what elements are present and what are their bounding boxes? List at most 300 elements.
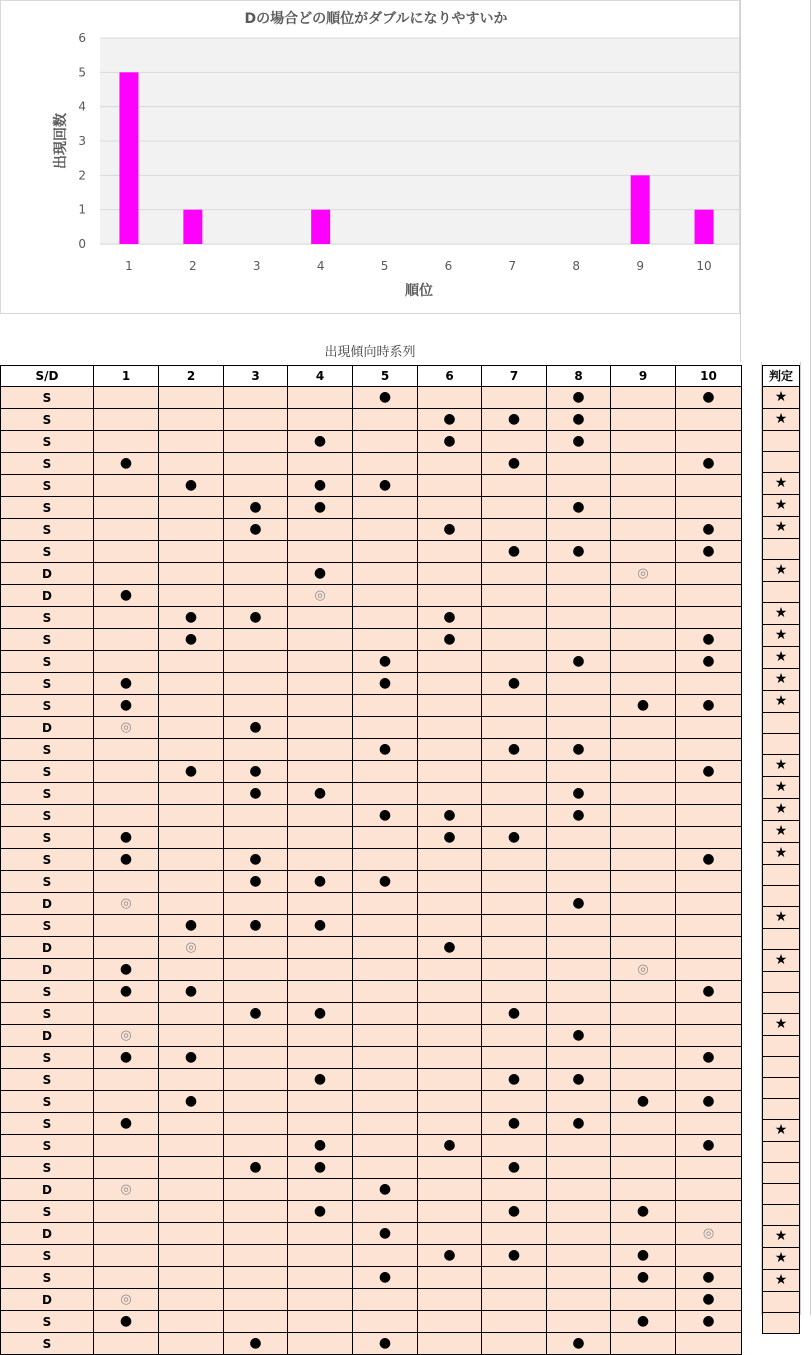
table-row — [1, 1113, 742, 1135]
rank-cell — [224, 1135, 288, 1157]
double-mark-icon: ◎ — [314, 587, 326, 603]
judge-row — [763, 929, 800, 950]
single-mark-icon: ● — [702, 631, 715, 647]
sd-cell: S — [1, 981, 94, 1003]
rank-cell — [547, 541, 611, 563]
rank-cell — [353, 1113, 418, 1135]
single-mark-icon: ● — [702, 653, 715, 669]
rank-cell — [288, 673, 353, 695]
double-mark-icon: ◎ — [120, 895, 132, 911]
header-rank-1: 1 — [94, 366, 159, 387]
rank-cell — [418, 1047, 482, 1069]
judge-row — [763, 625, 800, 647]
rank-cell — [482, 475, 547, 497]
rank-cell — [547, 387, 611, 409]
sd-cell: S — [1, 1091, 94, 1113]
judge-cell — [763, 972, 800, 993]
judge-cell — [763, 1078, 800, 1099]
rank-cell — [353, 409, 418, 431]
rank-cell — [676, 1311, 742, 1333]
single-mark-icon: ● — [572, 895, 585, 911]
rank-cell — [159, 783, 224, 805]
single-mark-icon: ● — [572, 653, 585, 669]
rank-cell — [418, 1157, 482, 1179]
single-mark-icon: ● — [443, 829, 456, 845]
sd-cell: S — [1, 1333, 94, 1355]
rank-cell — [94, 1333, 159, 1355]
rank-cell — [547, 827, 611, 849]
y-tick-label: 5 — [78, 65, 86, 80]
rank-cell — [94, 695, 159, 717]
rank-cell — [94, 893, 159, 915]
rank-cell — [288, 585, 353, 607]
rank-cell — [224, 1179, 288, 1201]
rank-cell — [418, 431, 482, 453]
rank-cell — [159, 607, 224, 629]
single-mark-icon: ● — [378, 675, 392, 691]
bar-10 — [695, 210, 714, 244]
judge-cell — [763, 1184, 800, 1205]
rank-cell — [547, 1311, 611, 1333]
rank-cell — [547, 1135, 611, 1157]
rank-cell — [611, 695, 676, 717]
table-row — [1, 651, 742, 673]
star-icon: ★ — [774, 497, 788, 513]
sd-cell: S — [1, 497, 94, 519]
judge-cell — [763, 1014, 800, 1036]
single-mark-icon: ● — [572, 389, 585, 405]
rank-cell — [547, 893, 611, 915]
judge-row — [763, 713, 800, 734]
rank-cell — [482, 563, 547, 585]
rank-cell — [94, 761, 159, 783]
rank-cell — [224, 1311, 288, 1333]
rank-cell — [288, 1223, 353, 1245]
rank-cell — [159, 629, 224, 651]
single-mark-icon: ● — [249, 1005, 262, 1021]
rank-cell — [288, 541, 353, 563]
rank-cell — [288, 409, 353, 431]
single-mark-icon: ● — [119, 983, 133, 999]
rank-cell — [676, 739, 742, 761]
x-tick-label: 2 — [189, 259, 197, 273]
rank-cell — [482, 915, 547, 937]
rank-cell — [159, 431, 224, 453]
rank-cell — [288, 1289, 353, 1311]
rank-cell — [159, 981, 224, 1003]
rank-cell — [547, 959, 611, 981]
judge-cell — [763, 603, 800, 625]
rank-cell — [611, 563, 676, 585]
rank-cell — [224, 387, 288, 409]
rank-cell — [224, 805, 288, 827]
table-row — [1, 761, 742, 783]
rank-cell — [288, 1245, 353, 1267]
table-row — [1, 783, 742, 805]
header-rank-3: 3 — [224, 366, 288, 387]
y-tick-label: 6 — [78, 31, 86, 45]
judge-row — [763, 1184, 800, 1205]
single-mark-icon: ● — [702, 543, 715, 559]
judge-cell — [763, 387, 800, 409]
header-rank-7: 7 — [482, 366, 547, 387]
star-icon: ★ — [774, 411, 788, 427]
rank-cell — [159, 1201, 224, 1223]
judge-cell — [763, 713, 800, 734]
rank-cell — [611, 1289, 676, 1311]
rank-cell — [418, 651, 482, 673]
judge-cell — [763, 734, 800, 755]
rank-cell — [353, 1003, 418, 1025]
single-mark-icon: ● — [443, 1247, 456, 1263]
rank-cell — [547, 673, 611, 695]
rank-cell — [611, 475, 676, 497]
rank-cell — [611, 1245, 676, 1267]
rank-cell — [418, 629, 482, 651]
rank-cell — [611, 959, 676, 981]
table-row — [1, 937, 742, 959]
rank-cell — [547, 739, 611, 761]
rank-cell — [482, 695, 547, 717]
rank-cell — [611, 1091, 676, 1113]
double-mark-icon: ◎ — [702, 1225, 715, 1241]
star-icon: ★ — [774, 845, 788, 861]
single-mark-icon: ● — [636, 697, 650, 713]
rank-cell — [353, 1311, 418, 1333]
rank-cell — [224, 453, 288, 475]
header-rank-10: 10 — [676, 366, 742, 387]
judge-cell — [763, 517, 800, 539]
judge-cell — [763, 755, 800, 777]
sd-cell: S — [1, 739, 94, 761]
double-mark-icon: ◎ — [120, 719, 132, 735]
judge-row — [763, 1078, 800, 1099]
rank-cell — [288, 849, 353, 871]
rank-cell — [547, 585, 611, 607]
table-title: 出現傾向時系列 — [324, 345, 416, 360]
judge-row — [763, 950, 800, 972]
rank-cell — [482, 585, 547, 607]
rank-cell — [482, 1003, 547, 1025]
rank-cell — [547, 1333, 611, 1355]
single-mark-icon: ● — [119, 829, 133, 845]
rank-cell — [353, 629, 418, 651]
double-mark-icon: ◎ — [120, 1181, 132, 1197]
rank-cell — [418, 519, 482, 541]
rank-cell — [482, 937, 547, 959]
judge-row — [763, 1205, 800, 1226]
single-mark-icon: ● — [507, 411, 521, 427]
sd-cell: S — [1, 673, 94, 695]
single-mark-icon: ● — [702, 1269, 715, 1285]
rank-cell — [353, 1179, 418, 1201]
rank-cell — [418, 893, 482, 915]
star-icon: ★ — [774, 909, 788, 925]
header-rank-5: 5 — [353, 366, 418, 387]
rank-cell — [676, 1091, 742, 1113]
rank-cell — [159, 1069, 224, 1091]
single-mark-icon: ● — [572, 785, 585, 801]
judge-row — [763, 1036, 800, 1057]
rank-cell — [353, 1201, 418, 1223]
rank-cell — [224, 585, 288, 607]
single-mark-icon: ● — [249, 763, 262, 779]
single-mark-icon: ● — [507, 829, 521, 845]
rank-cell — [418, 475, 482, 497]
judge-cell — [763, 993, 800, 1014]
table-row — [1, 717, 742, 739]
rank-cell — [676, 519, 742, 541]
rank-cell — [224, 937, 288, 959]
header-rank-6: 6 — [418, 366, 482, 387]
single-mark-icon: ● — [313, 917, 327, 933]
rank-cell — [94, 1003, 159, 1025]
rank-cell — [224, 1025, 288, 1047]
rank-cell — [224, 519, 288, 541]
rank-cell — [676, 1267, 742, 1289]
rank-cell — [224, 1091, 288, 1113]
judge-cell — [763, 473, 800, 495]
rank-cell — [159, 1179, 224, 1201]
rank-cell — [353, 387, 418, 409]
single-mark-icon: ● — [702, 763, 715, 779]
rank-cell — [94, 1201, 159, 1223]
single-mark-icon: ● — [184, 609, 198, 625]
single-mark-icon: ● — [378, 477, 392, 493]
rank-cell — [418, 1003, 482, 1025]
rank-cell — [353, 585, 418, 607]
judge-cell — [763, 886, 800, 907]
rank-cell — [353, 497, 418, 519]
y-tick-labels — [78, 31, 86, 251]
rank-cell — [224, 893, 288, 915]
rank-cell — [224, 761, 288, 783]
rank-cell — [94, 1157, 159, 1179]
rank-cell — [94, 1223, 159, 1245]
judge-row — [763, 1226, 800, 1248]
single-mark-icon: ● — [507, 1115, 521, 1131]
judge-cell — [763, 539, 800, 560]
star-icon: ★ — [774, 562, 788, 578]
rank-cell — [611, 937, 676, 959]
right-edge-column — [800, 362, 811, 1315]
table-row — [1, 1311, 742, 1333]
judge-table — [762, 365, 800, 1334]
rank-cell — [418, 1091, 482, 1113]
rank-cell — [547, 937, 611, 959]
rank-cell — [418, 937, 482, 959]
rank-cell — [94, 1267, 159, 1289]
rank-cell — [418, 959, 482, 981]
judge-cell — [763, 452, 800, 473]
sd-cell: S — [1, 1201, 94, 1223]
rank-cell — [676, 1179, 742, 1201]
rank-cell — [418, 497, 482, 519]
rank-cell — [159, 585, 224, 607]
sd-cell: D — [1, 1025, 94, 1047]
rank-cell — [159, 849, 224, 871]
judge-row — [763, 865, 800, 886]
rank-cell — [288, 1135, 353, 1157]
rank-cell — [611, 607, 676, 629]
single-mark-icon: ● — [702, 983, 715, 999]
sd-cell: S — [1, 915, 94, 937]
rank-cell — [94, 915, 159, 937]
rank-cell — [676, 431, 742, 453]
judge-row — [763, 1313, 800, 1334]
rank-cell — [611, 761, 676, 783]
table-row — [1, 673, 742, 695]
y-tick-label: 1 — [78, 202, 86, 217]
rank-cell — [224, 1157, 288, 1179]
rank-cell — [353, 893, 418, 915]
single-mark-icon: ● — [313, 873, 327, 889]
chart-panel — [0, 0, 740, 314]
rank-cell — [482, 1157, 547, 1179]
rank-cell — [547, 849, 611, 871]
rank-cell — [676, 1003, 742, 1025]
rank-cell — [288, 1179, 353, 1201]
sd-cell: S — [1, 827, 94, 849]
single-mark-icon: ● — [249, 521, 262, 537]
x-tick-label: 9 — [636, 259, 644, 273]
single-mark-icon: ● — [702, 1291, 715, 1307]
judge-cell — [763, 647, 800, 669]
single-mark-icon: ● — [249, 1335, 262, 1351]
rank-cell — [94, 453, 159, 475]
rank-cell — [676, 673, 742, 695]
table-row — [1, 981, 742, 1003]
rank-cell — [482, 959, 547, 981]
rank-cell — [159, 739, 224, 761]
rank-cell — [482, 1069, 547, 1091]
rank-cell — [288, 739, 353, 761]
rank-cell — [288, 1157, 353, 1179]
single-mark-icon: ● — [507, 675, 521, 691]
rank-cell — [159, 541, 224, 563]
judge-row — [763, 1099, 800, 1120]
rank-cell — [676, 1245, 742, 1267]
rank-cell — [159, 387, 224, 409]
rank-cell — [224, 475, 288, 497]
table-row — [1, 387, 742, 409]
table-row — [1, 629, 742, 651]
judge-cell — [763, 1163, 800, 1184]
single-mark-icon: ● — [249, 785, 262, 801]
rank-cell — [547, 1245, 611, 1267]
rank-cell — [353, 519, 418, 541]
header-rank-4: 4 — [288, 366, 353, 387]
judge-row — [763, 972, 800, 993]
single-mark-icon: ● — [119, 1115, 133, 1131]
rank-cell — [353, 871, 418, 893]
table-row — [1, 431, 742, 453]
judge-cell — [763, 929, 800, 950]
header-rank-8: 8 — [547, 366, 611, 387]
rank-cell — [547, 1091, 611, 1113]
rank-cell — [94, 783, 159, 805]
star-icon: ★ — [774, 671, 788, 687]
sd-cell: D — [1, 937, 94, 959]
rank-cell — [288, 827, 353, 849]
sd-cell: S — [1, 409, 94, 431]
rank-cell — [159, 475, 224, 497]
sd-cell: S — [1, 1245, 94, 1267]
single-mark-icon: ● — [702, 1093, 715, 1109]
star-icon: ★ — [774, 1272, 788, 1288]
rank-cell — [676, 783, 742, 805]
rank-cell — [547, 629, 611, 651]
table-row — [1, 827, 742, 849]
rank-cell — [159, 805, 224, 827]
rank-cell — [159, 409, 224, 431]
judge-row — [763, 993, 800, 1014]
rank-cell — [159, 959, 224, 981]
trend-table — [0, 365, 742, 1355]
sd-cell: S — [1, 695, 94, 717]
sd-cell: S — [1, 783, 94, 805]
rank-cell — [224, 915, 288, 937]
rank-cell — [94, 585, 159, 607]
rank-cell — [159, 673, 224, 695]
table-row — [1, 563, 742, 585]
sd-cell: S — [1, 1003, 94, 1025]
x-tick-label: 6 — [444, 259, 453, 273]
rank-cell — [288, 717, 353, 739]
single-mark-icon: ● — [702, 1313, 715, 1329]
rank-cell — [547, 717, 611, 739]
table-row — [1, 893, 742, 915]
rank-cell — [547, 475, 611, 497]
single-mark-icon: ● — [378, 741, 392, 757]
single-mark-icon: ● — [702, 851, 715, 867]
judge-cell — [763, 1205, 800, 1226]
single-mark-icon: ● — [636, 1093, 650, 1109]
judge-row — [763, 582, 800, 603]
single-mark-icon: ● — [119, 1313, 133, 1329]
rank-cell — [676, 805, 742, 827]
x-tick-label: 5 — [380, 259, 389, 273]
rank-cell — [288, 695, 353, 717]
rank-cell — [224, 431, 288, 453]
rank-cell — [547, 1003, 611, 1025]
star-icon: ★ — [774, 693, 788, 709]
rank-cell — [611, 1069, 676, 1091]
judge-cell — [763, 1248, 800, 1270]
single-mark-icon: ● — [702, 455, 715, 471]
sd-cell: S — [1, 541, 94, 563]
sd-cell: S — [1, 1047, 94, 1069]
rank-cell — [418, 1267, 482, 1289]
rank-cell — [353, 1025, 418, 1047]
rank-cell — [611, 1267, 676, 1289]
judge-cell — [763, 1099, 800, 1120]
header-rank-9: 9 — [611, 366, 676, 387]
sd-cell: S — [1, 1069, 94, 1091]
rank-cell — [353, 937, 418, 959]
rank-cell — [482, 1289, 547, 1311]
table-row — [1, 1179, 742, 1201]
table-row — [1, 849, 742, 871]
rank-cell — [547, 453, 611, 475]
sd-cell: S — [1, 453, 94, 475]
rank-cell — [224, 783, 288, 805]
single-mark-icon: ● — [572, 1335, 585, 1351]
judge-cell — [763, 1270, 800, 1292]
rank-cell — [353, 651, 418, 673]
rank-cell — [418, 1025, 482, 1047]
sd-cell: S — [1, 1311, 94, 1333]
